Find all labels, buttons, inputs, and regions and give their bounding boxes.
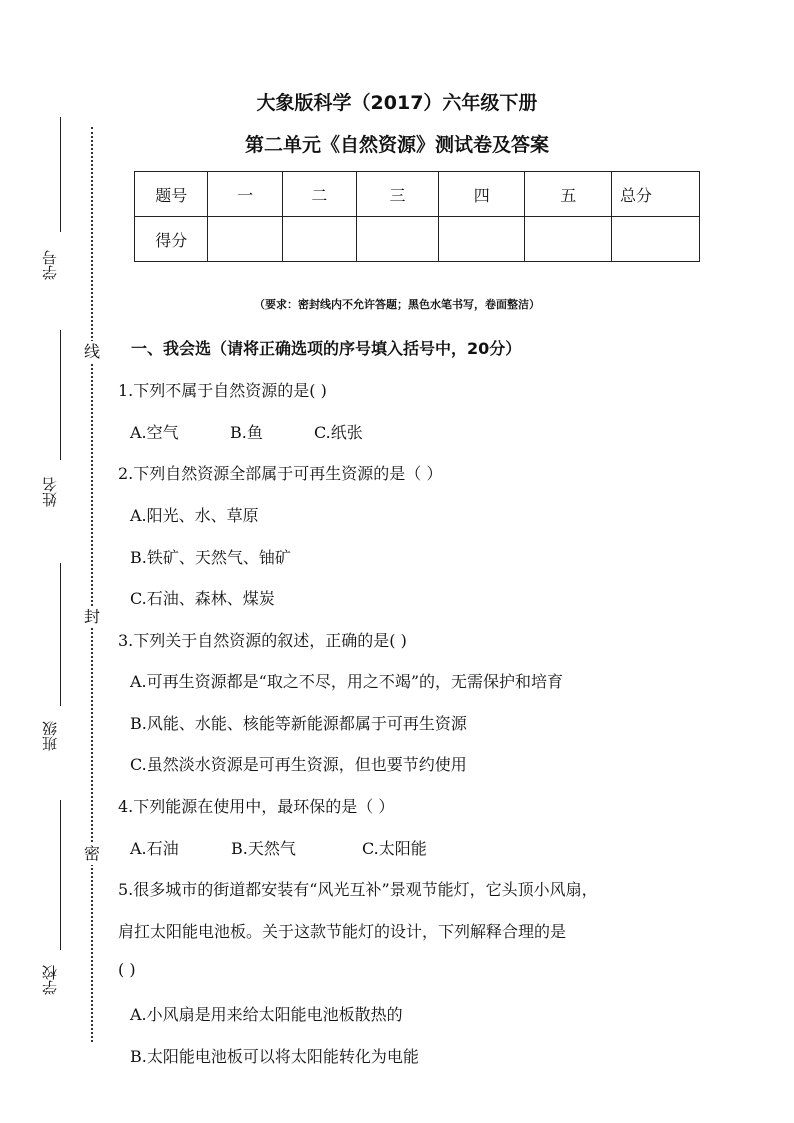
- question-5-line-2: 肩扛太阳能电池板。关于这款节能灯的设计，下列解释合理的是: [118, 922, 567, 941]
- binding-label-student-id: 学号: [41, 250, 59, 280]
- score-header-cell: 四: [438, 172, 525, 217]
- binding-line-school: [60, 800, 61, 950]
- score-cell[interactable]: [357, 217, 439, 262]
- page-title: 大象版科学（2017）六年级下册: [256, 92, 538, 114]
- question-5-line-3: ( ): [118, 960, 136, 979]
- page-subtitle: 第二单元《自然资源》测试卷及答案: [244, 134, 549, 156]
- score-header-cell: 一: [208, 172, 282, 217]
- question-1: 1.下列不属于自然资源的是( ): [118, 381, 327, 400]
- option-a: A.空气: [130, 423, 179, 442]
- question-5-line-1: 5.很多城市的街道都安装有“风光互补”景观节能灯，它头顶小风扇，: [118, 880, 598, 899]
- option-a: A.石油: [130, 839, 179, 858]
- score-cell[interactable]: [438, 217, 525, 262]
- score-cell[interactable]: [282, 217, 356, 262]
- question-4-options: [130, 836, 427, 859]
- score-header-cell: 二: [282, 172, 356, 217]
- score-cell[interactable]: [525, 217, 612, 262]
- binding-label-name: 姓名: [41, 477, 59, 507]
- question-3: 3.下列关于自然资源的叙述，正确的是( ): [118, 631, 407, 650]
- binding-line-name: [60, 330, 61, 460]
- score-row-label: 得分: [135, 217, 208, 262]
- question-2-option-c: C.石油、森林、煤炭: [130, 589, 275, 608]
- binding-label-school: 学校: [41, 965, 59, 995]
- question-2-option-a: A.阳光、水、草原: [130, 506, 259, 525]
- score-table-header-row: [135, 172, 700, 217]
- question-2-option-b: B.铁矿、天然气、铀矿: [130, 548, 291, 567]
- question-3-option-b: B.风能、水能、核能等新能源都属于可再生资源: [130, 714, 467, 733]
- question-4: 4.下列能源在使用中，最环保的是（ ）: [118, 797, 395, 816]
- question-3-option-c: C.虽然淡水资源是可再生资源，但也要节约使用: [130, 755, 467, 774]
- score-cell[interactable]: [612, 217, 700, 262]
- question-1-options: [130, 420, 363, 443]
- question-2: 2.下列自然资源全部属于可再生资源的是（ ）: [118, 464, 443, 483]
- seal-char-xian: 线: [83, 342, 100, 361]
- score-table-score-row: [135, 217, 700, 262]
- score-header-cell: 三: [357, 172, 439, 217]
- seal-dotted-line: [91, 127, 93, 1042]
- score-header-cell: 总分: [612, 172, 700, 217]
- question-5-option-b: B.太阳能电池板可以将太阳能转化为电能: [130, 1047, 419, 1066]
- question-3-option-a: A.可再生资源都是“取之不尽，用之不竭”的，无需保护和培育: [130, 672, 564, 691]
- option-c: C.太阳能: [362, 839, 427, 858]
- option-c: C.纸张: [314, 423, 363, 442]
- score-header-cell: 五: [525, 172, 612, 217]
- score-cell[interactable]: [208, 217, 282, 262]
- seal-char-mi: 密: [83, 844, 100, 863]
- option-b: B.鱼: [230, 423, 263, 442]
- binding-label-class: 班级: [41, 721, 59, 751]
- seal-char-feng: 封: [83, 607, 100, 626]
- exam-requirement-note: （要求：密封线内不允许答题；黑色水笔书写，卷面整洁）: [254, 298, 540, 311]
- score-table: [134, 171, 700, 262]
- question-5-option-a: A.小风扇是用来给太阳能电池板散热的: [130, 1005, 403, 1024]
- score-header-cell: 题号: [135, 172, 208, 217]
- section-heading: 一、我会选（请将正确选项的序号填入括号中，20分）: [131, 339, 522, 358]
- binding-line-class: [60, 563, 61, 706]
- option-b: B.天然气: [231, 839, 296, 858]
